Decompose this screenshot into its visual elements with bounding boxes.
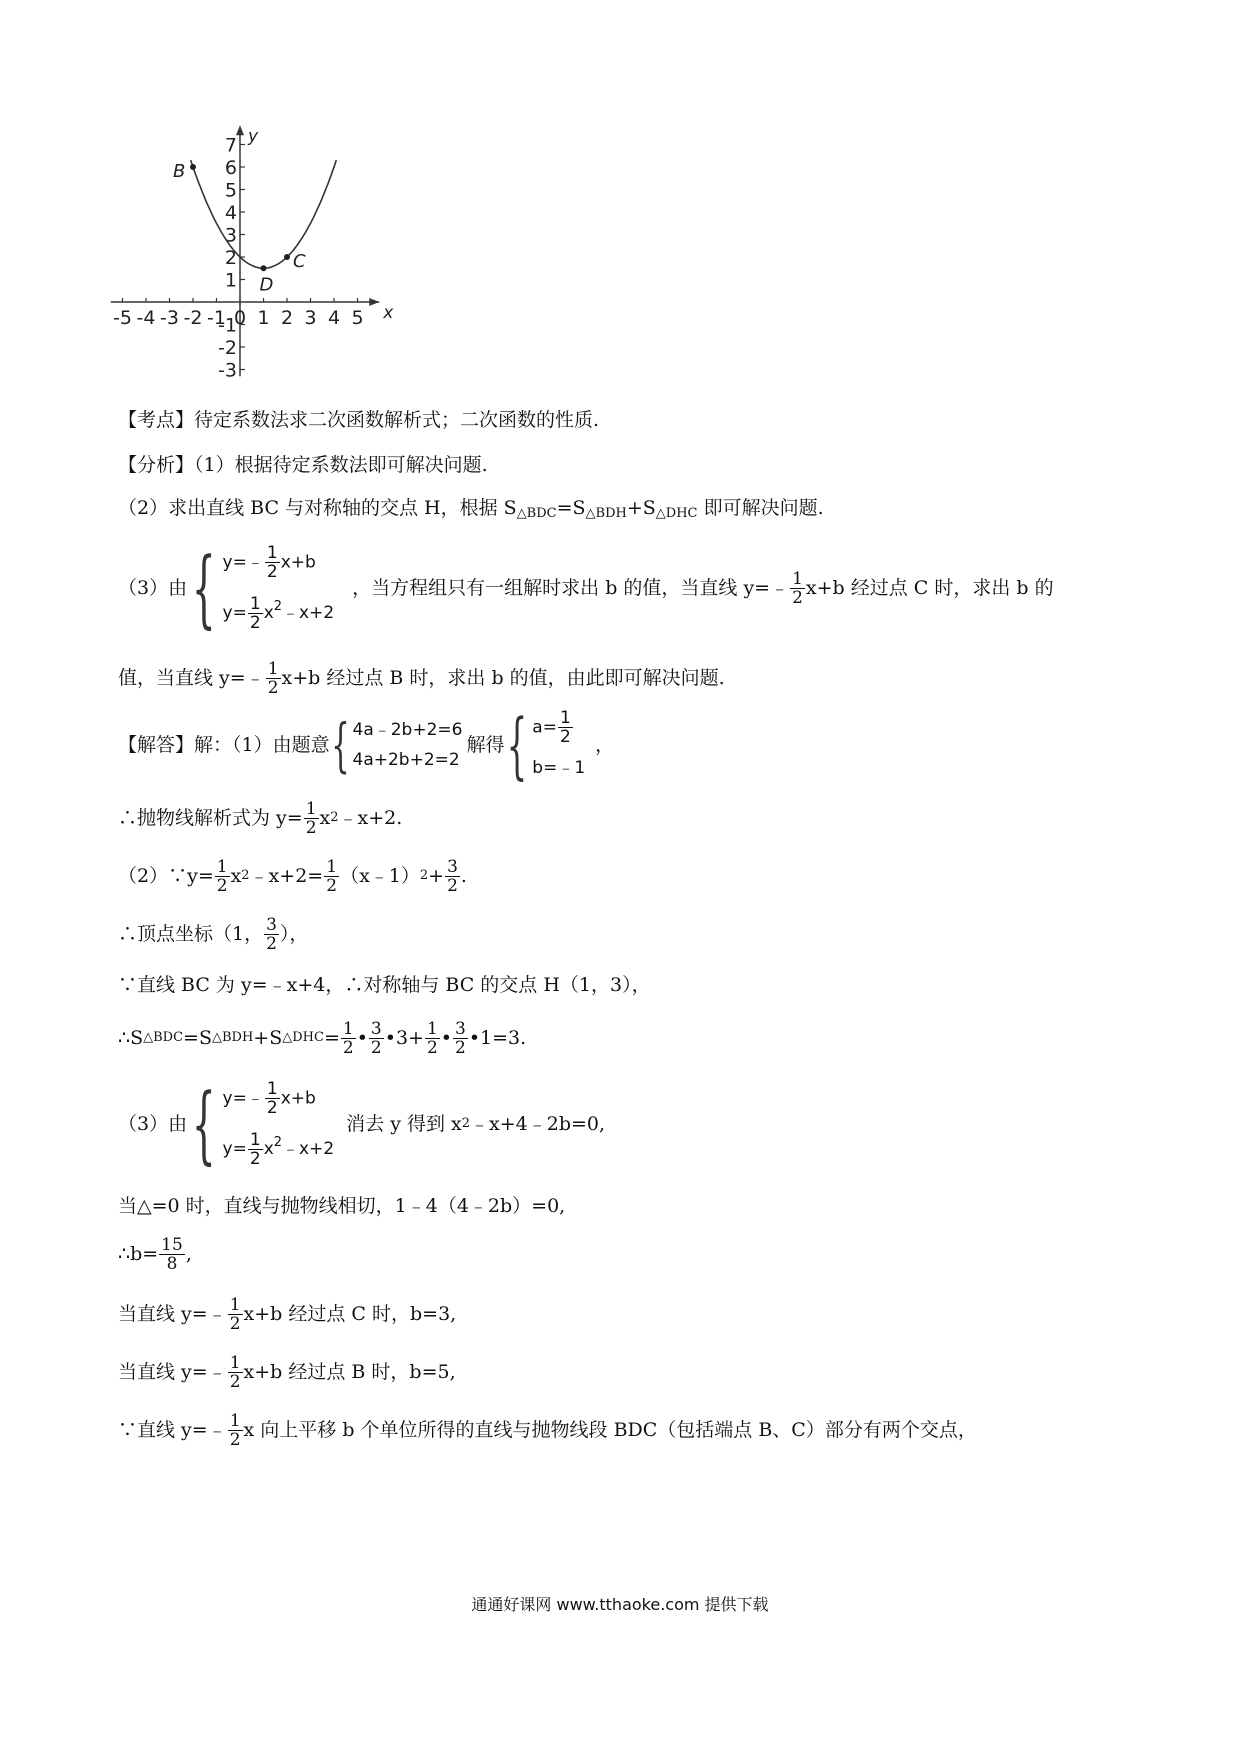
vertex-form-line: （2）∵y= $\frac{1}{2}$ x 2 ﹣x+2= $\frac{1}{2}$ （x﹣1） 2 + $\frac{3}{2}$ . bbox=[118, 856, 467, 896]
fenxi-line-3: （3）由 { y=﹣ $\frac{1}{2}$ x+b y= $\frac{1}{2}$ $x^2﹣x+2$ ，当方程组只有一组解时求出 b 的值，当直线 y=﹣ $\frac{1}{2}$ x+b 经过点 C 时，求出 b 的 bbox=[118, 539, 1054, 637]
y-tick-label: 5 bbox=[224, 179, 237, 202]
fenxi-line-2: （2）求出直线 BC 与对称轴的交点 H，根据 $S_{\triangle BDC}=S_{\triangle BDH}+S_{\triangle DHC}$ 即可解决问题. bbox=[118, 497, 824, 521]
solution-3-line: （3）由 { y=﹣ $\frac{1}{2}$ x+b y= $\frac{1}{2}$ $x^2﹣x+2$ 消去 y 得到 x 2 ﹣x+4﹣2b=0, bbox=[118, 1075, 606, 1173]
x-tick-label: -2 bbox=[183, 307, 203, 329]
kaodian-text: 【考点】待定系数法求二次函数解析式；二次函数的性质. bbox=[118, 409, 600, 431]
parabola-curve bbox=[191, 160, 337, 268]
y-tick-label: 7 bbox=[224, 134, 237, 157]
x-tick-label: 3 bbox=[304, 307, 317, 329]
x-axis-label: x bbox=[383, 303, 394, 323]
x-axis-arrow bbox=[369, 298, 379, 306]
x-tick-label: -3 bbox=[160, 307, 179, 329]
footer: 通通好课网 www.tthaoke.com 提供下载 bbox=[471, 1595, 769, 1614]
y-tick-label: 2 bbox=[224, 247, 237, 269]
point-label-C: C bbox=[293, 251, 306, 272]
y-tick-label: -3 bbox=[218, 359, 237, 382]
b-value-line: ∴b= $\frac{15}{8}$ , bbox=[118, 1234, 192, 1274]
pass-c-line: 当直线 y=﹣ $\frac{1}{2}$ x+b 经过点 C 时，b=3, bbox=[118, 1294, 457, 1334]
parabola-line: ∴抛物线解析式为 y= $\frac{1}{2}$ x 2 ﹣x+2. bbox=[118, 798, 403, 838]
y-axis-label: y bbox=[248, 126, 259, 147]
x-tick-label: -1 bbox=[207, 307, 226, 329]
parabola-graph bbox=[100, 112, 400, 390]
kaodian-line bbox=[118, 407, 599, 433]
x-tick-label: 5 bbox=[351, 307, 364, 329]
tangent-line: 当△=0 时，直线与抛物线相切，1﹣4（4﹣2b）=0, bbox=[118, 1195, 566, 1217]
bc-line: ∵直线 BC 为 y=﹣x+4，∴对称轴与 BC 的交点 H（1，3）， bbox=[118, 974, 651, 996]
point-label-B: B bbox=[173, 161, 186, 182]
y-tick-label: -2 bbox=[218, 337, 237, 359]
y-tick-label: -1 bbox=[218, 314, 237, 337]
x-tick-label: 1 bbox=[257, 307, 270, 329]
fenxi-text-1: 【分析】（1）根据待定系数法即可解决问题. bbox=[118, 454, 488, 476]
jieda-line: 【解答】解：（1）由题意 { 4a﹣2b+2=6 4a+2b+2=2 解得 { a= $\frac{1}{2}$ b=﹣1 ， bbox=[118, 703, 615, 787]
equation-system: { y=﹣ $\frac{1}{2}$ x+b y= $\frac{1}{2}$ $x^2﹣x+2$ bbox=[191, 539, 335, 637]
x-tick-label: 4 bbox=[327, 307, 341, 329]
y-tick-label: 4 bbox=[224, 202, 237, 224]
x-tick-label: 2 bbox=[280, 307, 294, 329]
y-tick-label: 1 bbox=[224, 269, 237, 292]
x-tick-label: -4 bbox=[136, 307, 156, 329]
point-B bbox=[190, 164, 196, 170]
point-D bbox=[261, 265, 267, 271]
x-tick-label: -5 bbox=[113, 307, 132, 329]
area-line: ∴S △BDC =S △BDH +S △DHC = $\frac{1}{2}$ • $\frac{3}{2}$ •3+ $\frac{1}{2}$ • $\frac{3}{2}$ •1=3. bbox=[118, 1018, 527, 1058]
x-tick-label: 0 bbox=[233, 307, 247, 329]
last-line: ∵直线 y=﹣ $\frac{1}{2}$ x 向上平移 b 个单位所得的直线与抛物线段 BDC（包括端点 B、C）部分有两个交点， bbox=[118, 1410, 977, 1450]
y-tick-label: 3 bbox=[224, 224, 237, 247]
fenxi-line-4: 值，当直线 y=﹣ $\frac{1}{2}$ x+b 经过点 B 时，求出 b 的值，由此即可解决问题. bbox=[118, 658, 725, 698]
point-C bbox=[284, 254, 290, 260]
pass-b-line: 当直线 y=﹣ $\frac{1}{2}$ x+b 经过点 B 时，b=5, bbox=[118, 1352, 456, 1392]
vertex-line: ∴顶点坐标（1， $\frac{3}{2}$ ）， bbox=[118, 914, 309, 954]
fenxi-line-1 bbox=[118, 452, 488, 478]
y-tick-label: 6 bbox=[224, 157, 237, 179]
y-axis-arrow bbox=[236, 125, 244, 135]
point-label-D: D bbox=[259, 274, 274, 296]
